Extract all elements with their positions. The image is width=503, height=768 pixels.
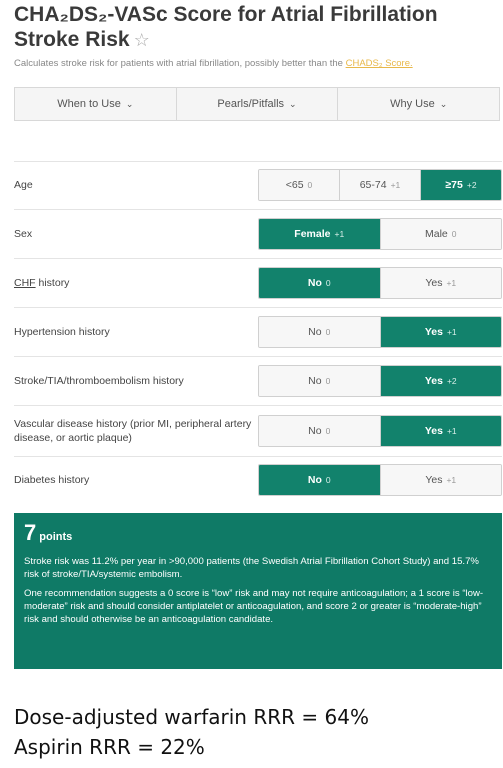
option-hypertension-no[interactable] xyxy=(259,317,381,347)
option-hypertension-yes[interactable] xyxy=(381,317,502,347)
option-label: No xyxy=(308,424,322,437)
option-label: No xyxy=(307,276,322,289)
option-male[interactable] xyxy=(381,219,502,249)
option-label: 65-74 xyxy=(359,178,387,191)
option-points: 0 xyxy=(325,425,331,436)
option-stroke-yes[interactable] xyxy=(381,366,502,396)
tab-why-use[interactable] xyxy=(338,88,499,120)
option-diabetes-no[interactable] xyxy=(259,465,381,495)
row-label: Stroke/TIA/thromboembolism history xyxy=(14,374,184,387)
tab-when-to-use[interactable] xyxy=(15,88,177,120)
option-label: Yes xyxy=(425,276,443,289)
row-label: Age xyxy=(14,178,33,191)
option-label: Female xyxy=(294,227,331,240)
result-score xyxy=(24,521,492,549)
subtitle-text: Calculates stroke risk for patients with atrial fibrillation, possibly better than the xyxy=(14,58,343,69)
tab-label: When to Use xyxy=(57,98,121,110)
option-points: +1 xyxy=(334,228,345,239)
option-points: +1 xyxy=(446,326,457,337)
option-label: Yes xyxy=(424,424,443,437)
row-sex xyxy=(14,209,502,257)
option-points: 0 xyxy=(451,228,457,239)
diabetes-options xyxy=(258,464,502,496)
option-label: Yes xyxy=(425,473,443,486)
aspirin-rrr-note: Aspirin RRR = 22% xyxy=(14,735,205,759)
option-chf-no[interactable] xyxy=(259,268,381,298)
favorite-star-icon[interactable]: ☆ xyxy=(133,30,150,50)
option-vascular-yes[interactable] xyxy=(381,416,502,446)
sex-options xyxy=(258,218,502,250)
row-label-rest: history xyxy=(35,276,70,289)
row-chf-history xyxy=(14,258,502,306)
page-title-text: CHA₂DS₂-VASc Score for Atrial Fibrillation Stroke Risk xyxy=(14,3,438,51)
row-age xyxy=(14,161,502,207)
page-subtitle xyxy=(14,58,413,69)
option-label: Yes xyxy=(424,374,443,387)
option-label: No xyxy=(308,325,322,338)
tab-label: Why Use xyxy=(390,98,435,110)
row-vascular-disease-history xyxy=(14,405,502,455)
chf-abbr-link[interactable]: CHF xyxy=(14,276,36,289)
result-risk-text: Stroke risk was 11.2% per year in >90,000 patients (the Swedish Atrial Fibrillation Cohort Study) and 15.7% risk of stroke/TIA/systemic embolism. xyxy=(24,556,479,580)
option-label: ≥75 xyxy=(445,178,463,191)
option-female[interactable] xyxy=(259,219,381,249)
row-label xyxy=(14,276,258,290)
age-options xyxy=(258,169,502,201)
option-age-65-74[interactable] xyxy=(340,170,421,200)
option-label: Yes xyxy=(424,325,443,338)
option-label: No xyxy=(307,473,322,486)
row-label: Hypertension history xyxy=(14,325,110,338)
page-title xyxy=(14,2,494,53)
row-label: Sex xyxy=(14,227,33,240)
option-points: 0 xyxy=(325,326,331,337)
option-label: Male xyxy=(425,227,448,240)
stroke-options xyxy=(258,365,502,397)
option-label: <65 xyxy=(285,178,304,191)
option-points: +2 xyxy=(446,375,457,386)
option-diabetes-yes[interactable] xyxy=(381,465,502,495)
option-points: 0 xyxy=(325,375,331,386)
option-points: +2 xyxy=(466,179,477,190)
score-value: 7 xyxy=(24,520,37,545)
row-label: Diabetes history xyxy=(14,473,90,486)
warfarin-rrr-note: Dose-adjusted warfarin RRR = 64% xyxy=(14,705,369,729)
option-points: +1 xyxy=(446,425,457,436)
option-points: +1 xyxy=(446,474,457,485)
tab-label: Pearls/Pitfalls xyxy=(217,98,285,110)
option-points: 0 xyxy=(325,474,331,485)
chf-options xyxy=(258,267,502,299)
result-panel xyxy=(14,513,502,669)
option-points: 0 xyxy=(307,179,313,190)
option-label: No xyxy=(308,374,322,387)
chevron-down-icon: ⌄ xyxy=(289,98,297,109)
chads2-score-link[interactable]: CHADS₂ Score. xyxy=(345,58,413,69)
option-points: 0 xyxy=(325,277,331,288)
hypertension-options xyxy=(258,316,502,348)
option-vascular-no[interactable] xyxy=(259,416,381,446)
chevron-down-icon: ⌄ xyxy=(439,98,448,109)
score-unit: points xyxy=(39,531,73,543)
vascular-options xyxy=(258,415,502,447)
option-age-75-plus[interactable] xyxy=(421,170,501,200)
row-stroke-history xyxy=(14,356,502,404)
option-age-under-65[interactable] xyxy=(259,170,340,200)
row-diabetes-history xyxy=(14,456,502,502)
option-points: +1 xyxy=(390,179,401,190)
info-tabs xyxy=(14,87,500,121)
row-hypertension-history xyxy=(14,307,502,355)
option-stroke-no[interactable] xyxy=(259,366,381,396)
option-points: +1 xyxy=(446,277,457,288)
option-chf-yes[interactable] xyxy=(381,268,502,298)
result-recommendation-text: One recommendation suggests a 0 score is “low” risk and may not require anticoagulation; a 1 score is “low-moderate” risk and should consider antiplatelet or anticoagulation, and score 2 or greater is “moderate-high” risk and should otherwise be an anticoagulation candidate. xyxy=(24,588,484,625)
row-label: Vascular disease history (prior MI, peripheral artery disease, or aortic plaque) xyxy=(14,417,252,444)
tab-pearls-pitfalls[interactable] xyxy=(177,88,339,120)
chevron-down-icon: ⌄ xyxy=(125,98,134,109)
